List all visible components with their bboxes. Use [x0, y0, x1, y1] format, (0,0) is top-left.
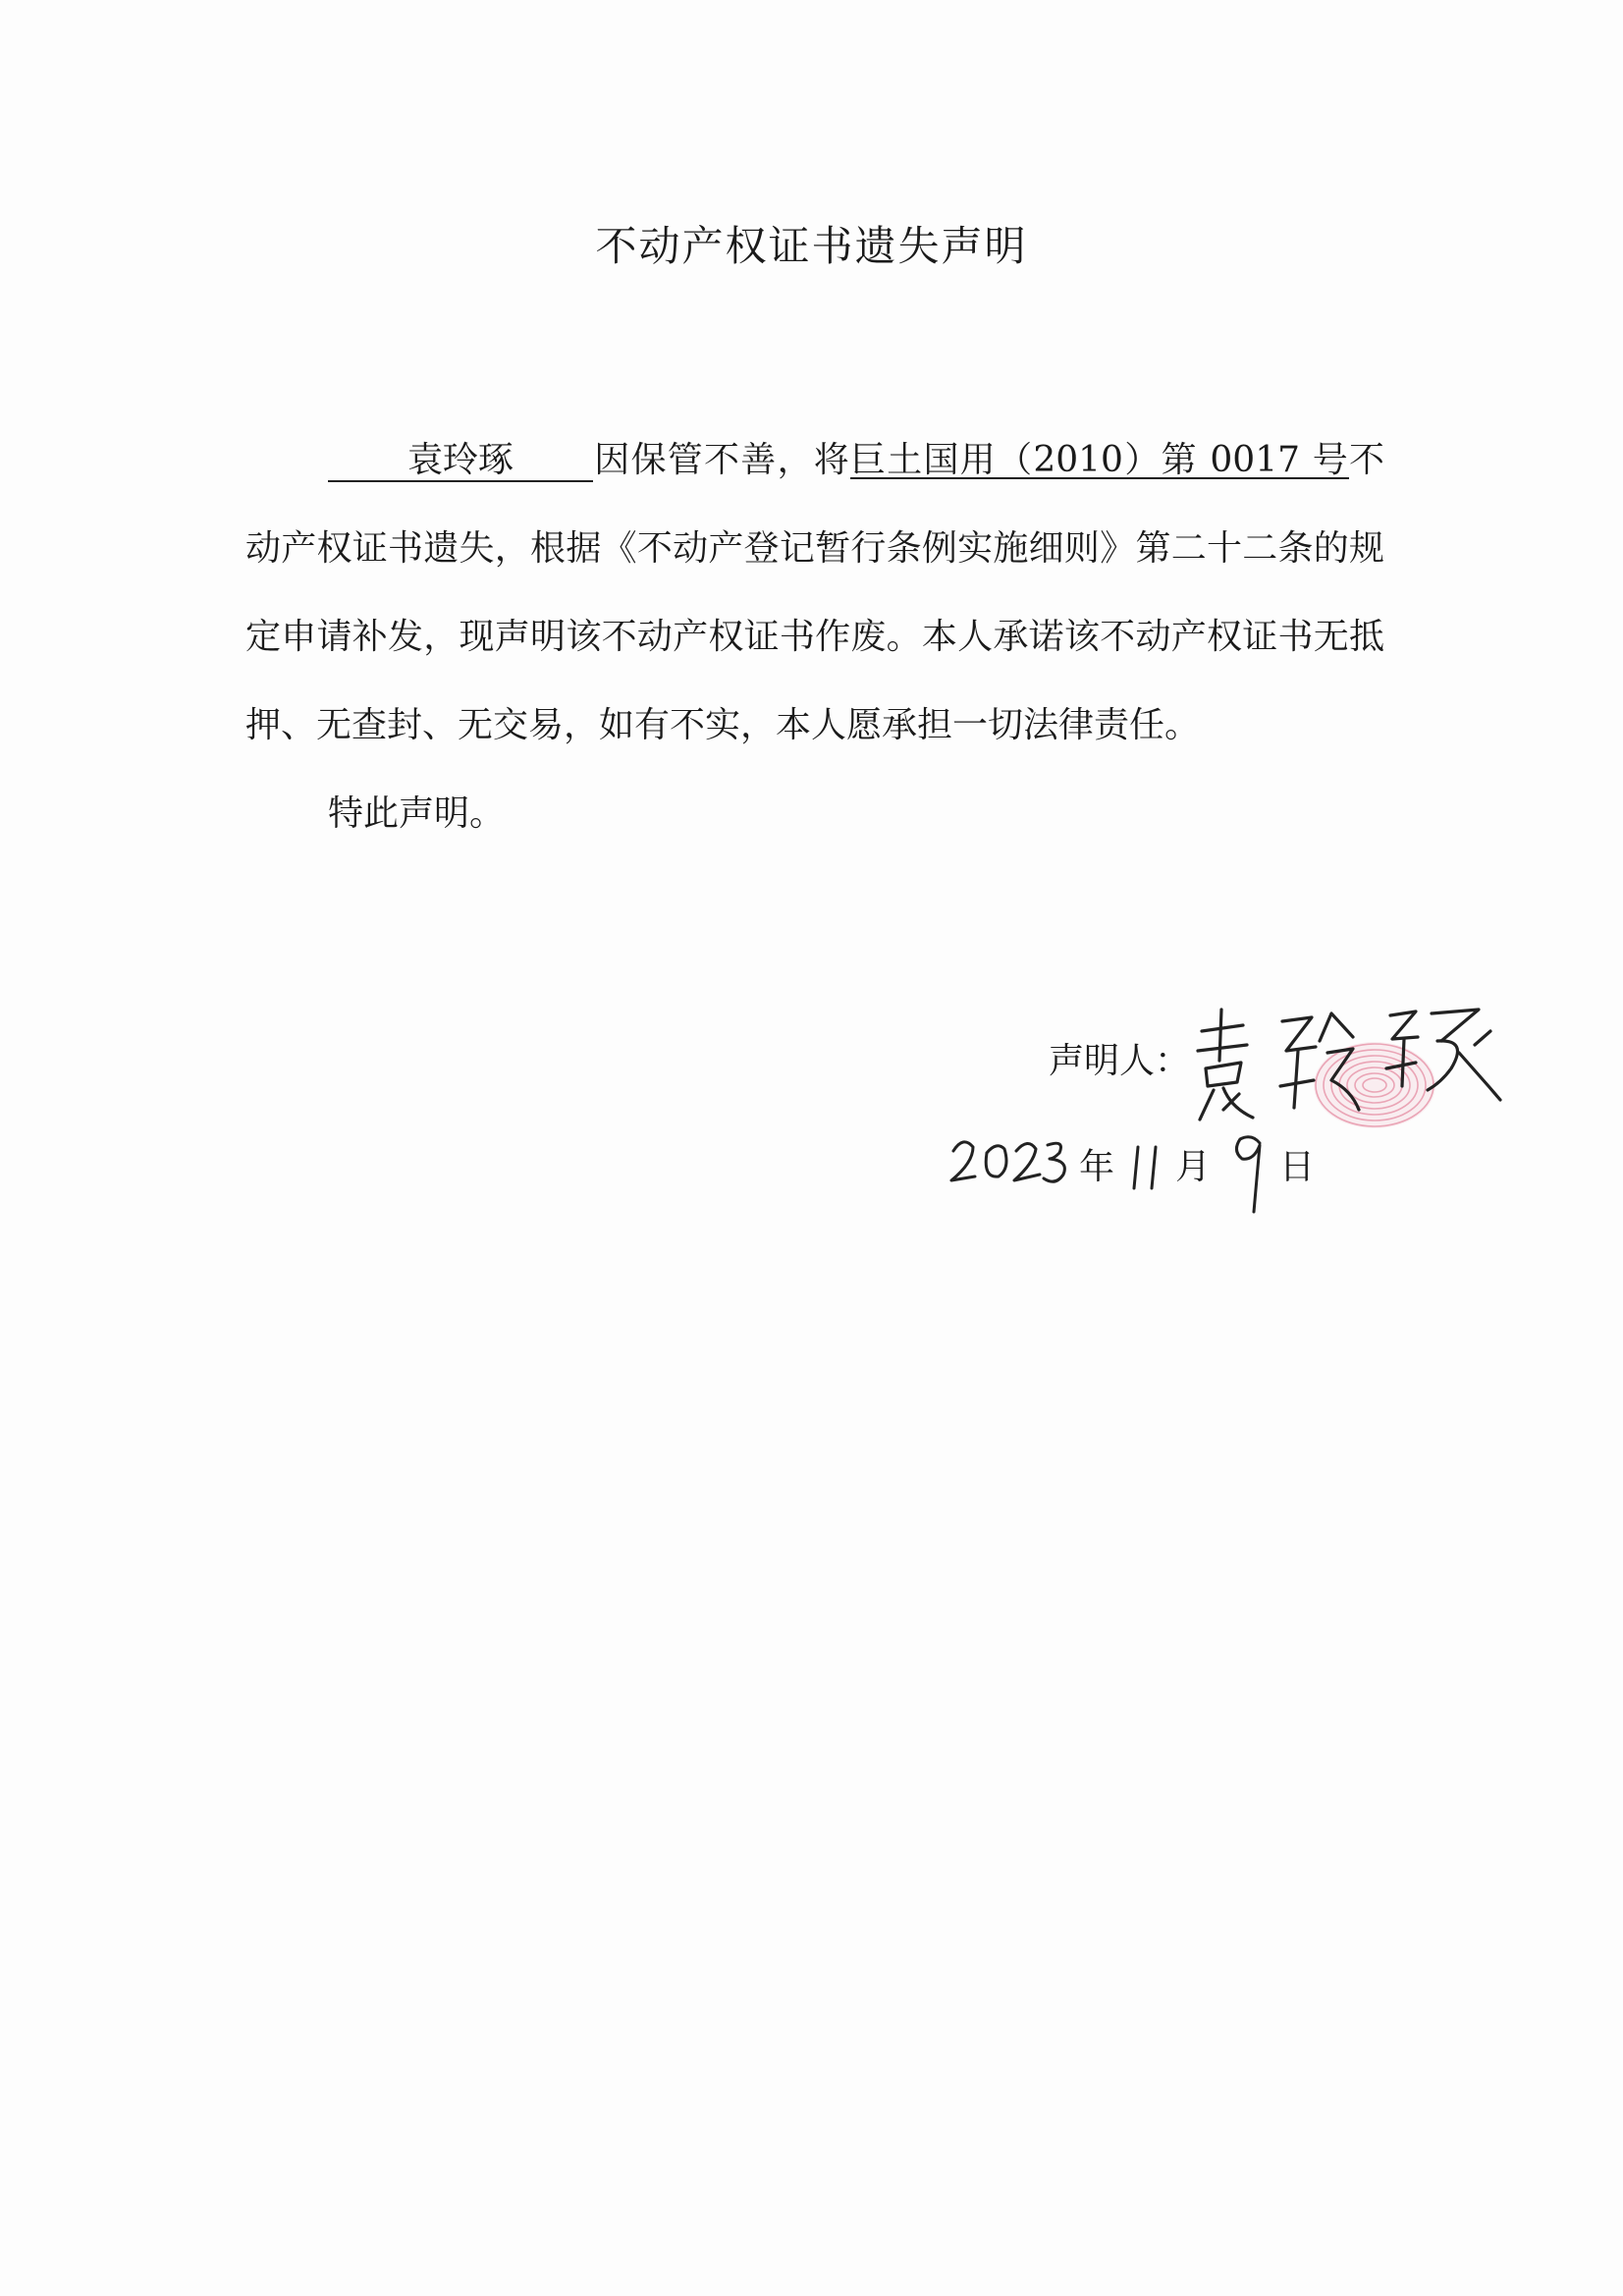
- handwritten-year: [947, 1129, 1075, 1198]
- handwritten-month: [1126, 1141, 1169, 1196]
- date-year-unit: 年: [1079, 1147, 1115, 1187]
- declarant-name-blank: 袁玲琢: [328, 441, 593, 482]
- page-title: 不动产权证书遗失声明: [595, 222, 1028, 270]
- signer-label: 声明人：: [1049, 1041, 1191, 1081]
- handwritten-day: [1228, 1129, 1271, 1218]
- closing-statement: 特此声明。: [328, 793, 506, 834]
- statement-paragraph: [245, 416, 1384, 770]
- statement-text-part2: 不动产权证书遗失，根据《不动产登记暂行条例实施细则》第二十二条的规定申请补发，现声明该不动产权证书作废。本人承诺该不动产权证书无抵押、无查封、无交易，如有不实，本人愿承担一切法律责任。: [245, 440, 1384, 745]
- handwritten-signature: [1184, 992, 1508, 1139]
- statement-text-part1: 因保管不善，将: [593, 440, 851, 480]
- statement-date: [947, 1120, 1321, 1218]
- certificate-number: 巨土国用（2010）第 0017 号: [850, 440, 1349, 480]
- date-day-unit: 日: [1279, 1147, 1316, 1187]
- date-month-unit: 月: [1175, 1147, 1212, 1187]
- statement-body: [245, 416, 1384, 858]
